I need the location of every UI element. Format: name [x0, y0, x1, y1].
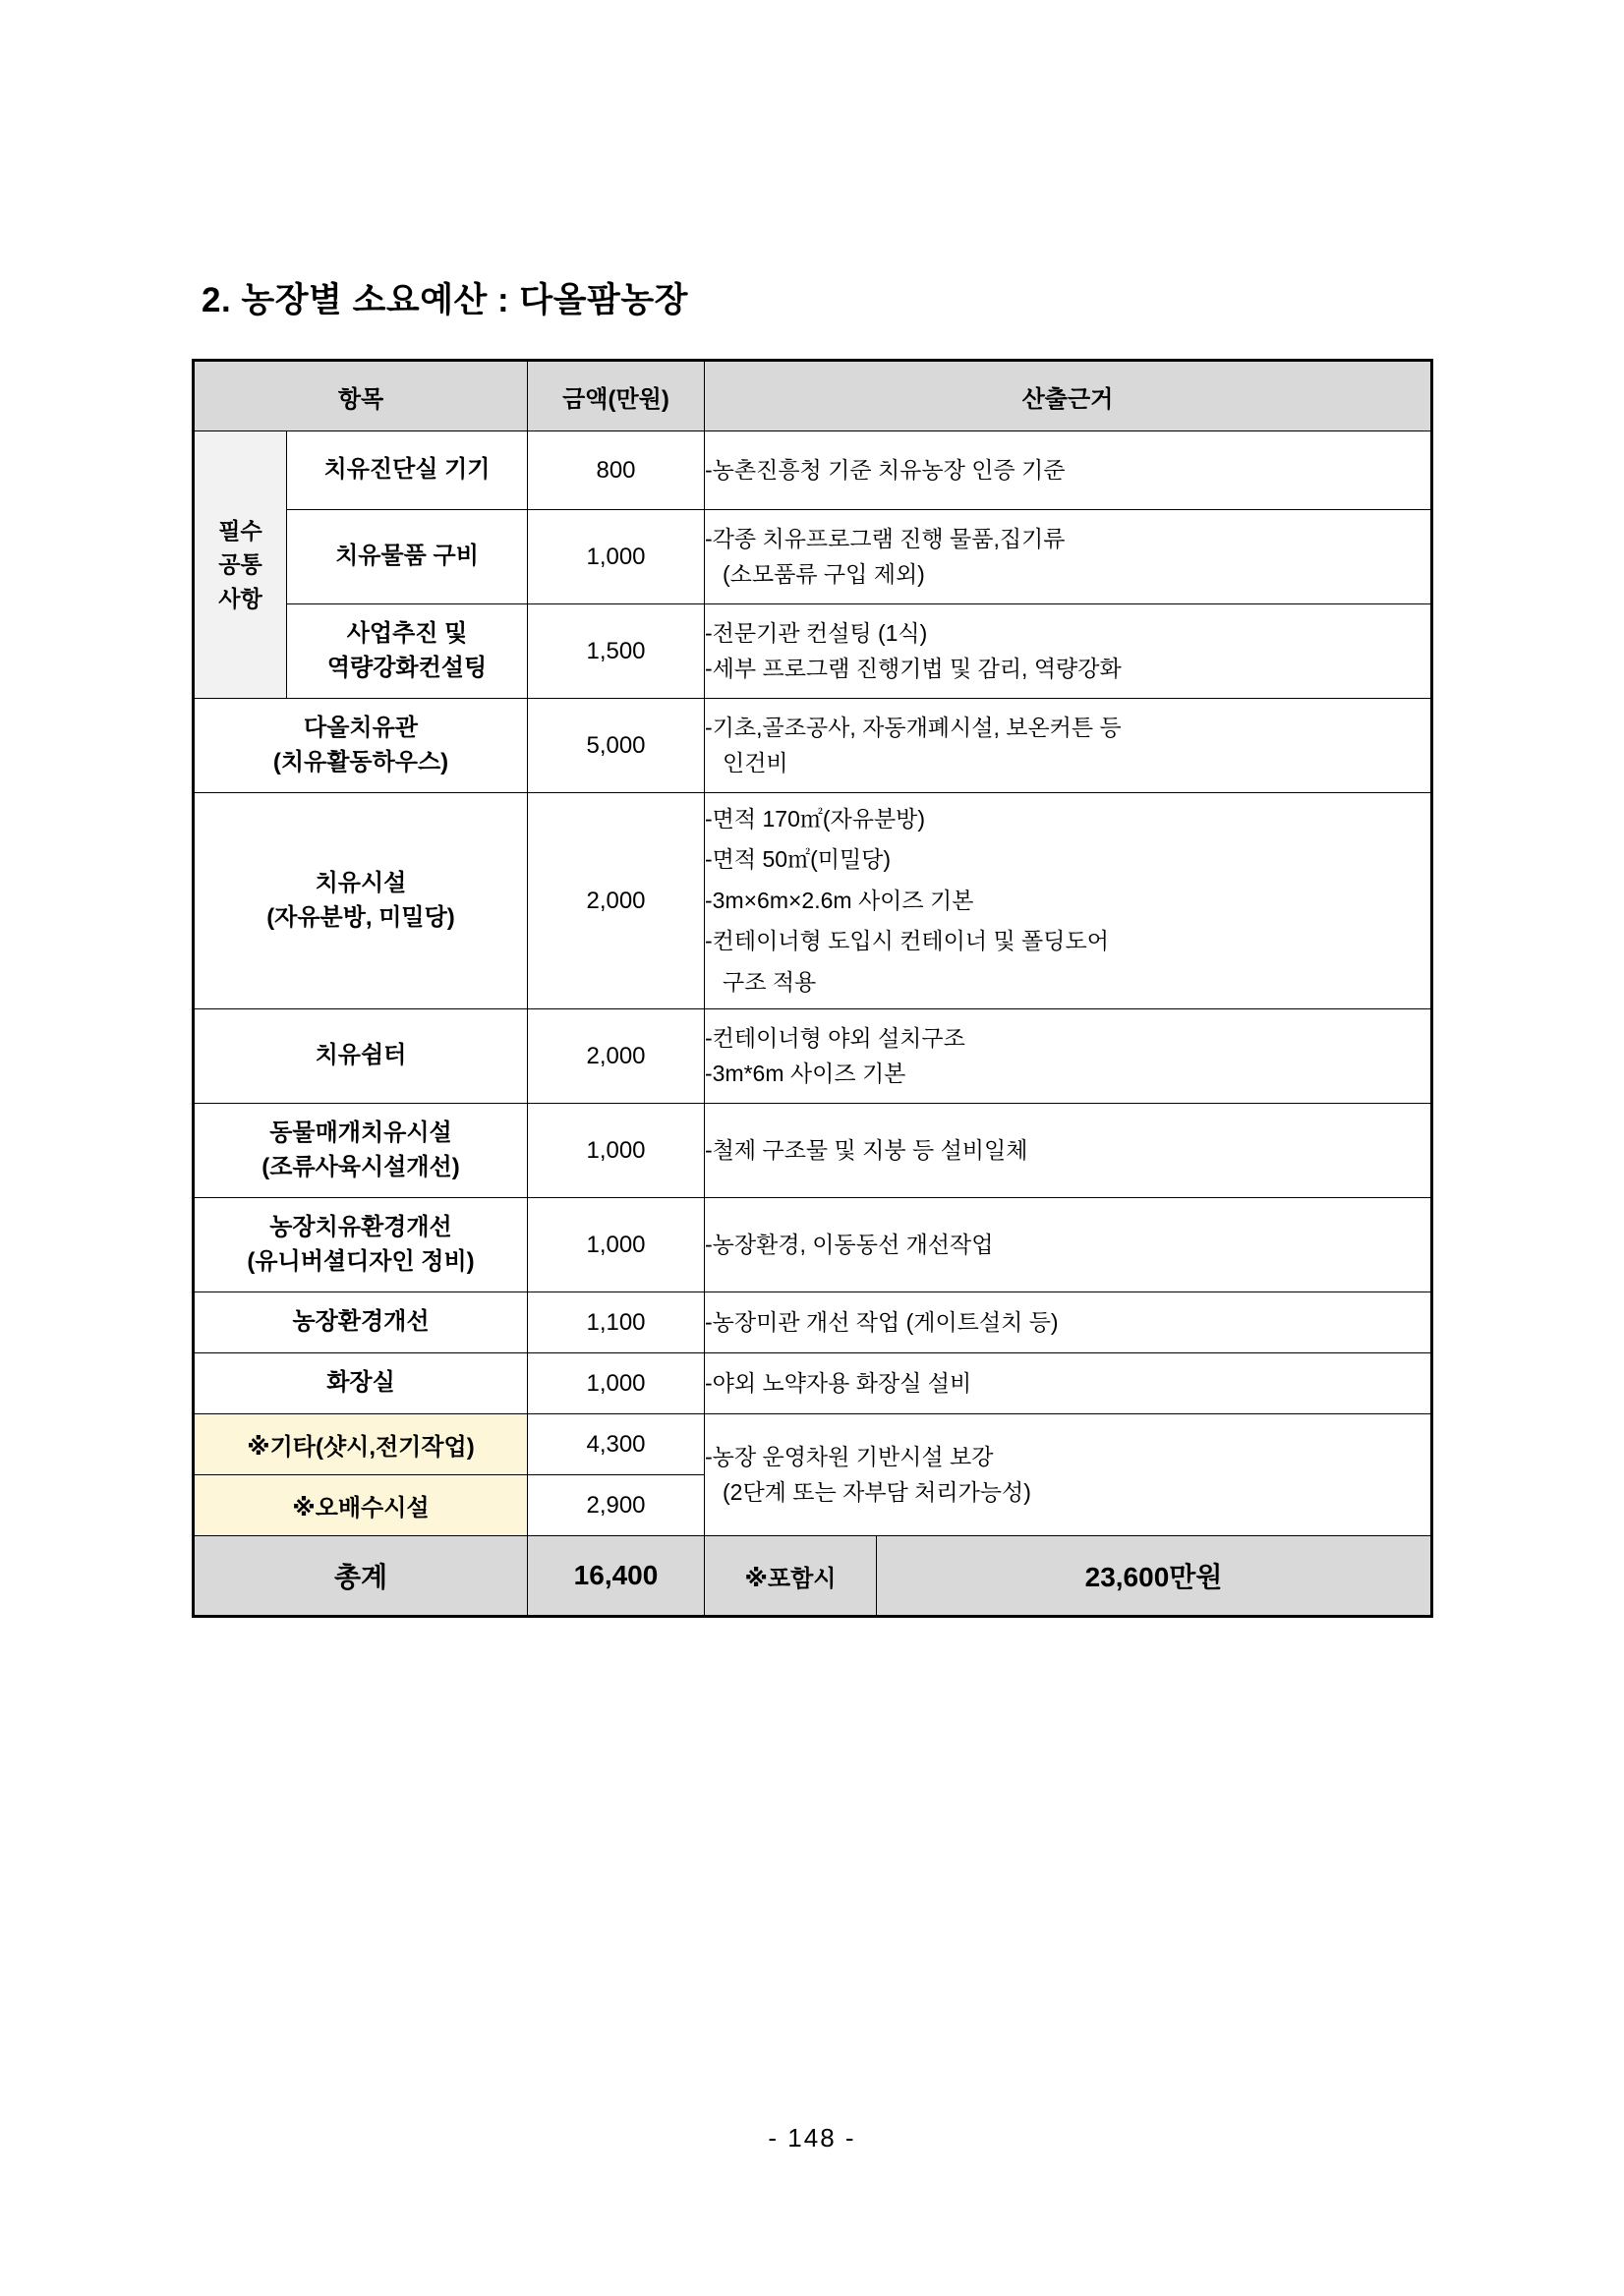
item-name: 치유물품 구비	[287, 510, 528, 604]
item-name-line: 치유시설	[315, 869, 407, 896]
item-basis	[705, 699, 1432, 793]
item-name: 화장실	[194, 1353, 528, 1414]
item-name	[287, 604, 528, 699]
item-basis	[705, 431, 1432, 510]
basis-line: -농촌진흥청 기준 치유농장 인증 기준	[705, 456, 1066, 483]
item-name-line: (치유활동하우스)	[272, 748, 449, 775]
item-basis	[705, 1353, 1432, 1414]
item-name	[194, 793, 528, 1009]
table-header-row	[194, 361, 1432, 431]
table-row-highlight	[194, 1414, 1432, 1475]
basis-line: 인건비	[723, 749, 788, 775]
item-name: 치유쉼터	[194, 1009, 528, 1104]
basis-line: -농장미관 개선 작업 (게이트설치 등)	[705, 1308, 1059, 1335]
basis-line: -전문기관 컨설팅 (1식)	[705, 619, 928, 646]
item-amount: 2,000	[528, 793, 705, 1009]
total-note-amount: 23,600만원	[877, 1536, 1432, 1617]
basis-line: (소모품류 구입 제외)	[723, 560, 925, 587]
item-basis	[705, 1414, 1432, 1536]
basis-line: -세부 프로그램 진행기법 및 감리, 역량강화	[705, 655, 1122, 681]
item-basis	[705, 510, 1432, 604]
total-amount: 16,400	[528, 1536, 705, 1617]
item-basis	[705, 793, 1432, 1009]
table-total-row	[194, 1536, 1432, 1617]
basis-line: -각종 치유프로그램 진행 물품,집기류	[705, 525, 1066, 551]
category-line-3: 사항	[218, 585, 262, 611]
basis-line: -컨테이너형 도입시 컨테이너 및 폴딩도어	[705, 928, 1109, 954]
item-amount: 1,000	[528, 510, 705, 604]
table-row	[194, 1353, 1432, 1414]
basis-line: -면적 50㎡(미밀당)	[705, 846, 892, 873]
item-name-line: (유니버셜디자인 정비)	[247, 1247, 475, 1275]
page-number: - 148 -	[768, 2123, 856, 2152]
item-amount: 800	[528, 431, 705, 510]
table-row	[194, 510, 1432, 604]
item-name-line: 사업추진 및	[346, 619, 468, 647]
table-row	[194, 604, 1432, 699]
basis-line: -농장 운영차원 기반시설 보강	[705, 1443, 994, 1469]
table-row	[194, 1198, 1432, 1292]
item-amount: 4,300	[528, 1414, 705, 1475]
item-basis	[705, 1104, 1432, 1198]
page-title: 2. 농장별 소요예산 : 다올팜농장	[202, 281, 688, 319]
category-required-common	[194, 431, 287, 699]
category-line-2: 공통	[218, 551, 262, 578]
item-amount: 1,500	[528, 604, 705, 699]
item-amount: 2,900	[528, 1475, 705, 1536]
table-row	[194, 431, 1432, 510]
header-amount: 금액(만원)	[528, 361, 705, 431]
basis-line: -3m×6m×2.6m 사이즈 기본	[705, 887, 974, 913]
item-name-line: (조류사육시설개선)	[261, 1153, 460, 1180]
item-name	[194, 1104, 528, 1198]
item-basis	[705, 1292, 1432, 1353]
total-label: 총계	[194, 1536, 528, 1617]
table-row	[194, 1292, 1432, 1353]
basis-line: -철제 구조물 및 지붕 등 설비일체	[705, 1136, 1028, 1163]
item-name-line: 농장치유환경개선	[269, 1213, 452, 1240]
item-amount: 2,000	[528, 1009, 705, 1104]
item-amount: 1,000	[528, 1198, 705, 1292]
basis-line: 구조 적용	[723, 968, 817, 995]
total-note-label: ※포함시	[705, 1536, 877, 1617]
item-name: ※오배수시설	[194, 1475, 528, 1536]
category-line-1: 필수	[218, 517, 262, 544]
basis-line: -3m*6m 사이즈 기본	[705, 1060, 906, 1086]
item-name-line: 역량강화컨설팅	[326, 654, 488, 681]
item-basis	[705, 1009, 1432, 1104]
basis-line: -농장환경, 이동동선 개선작업	[705, 1231, 994, 1257]
basis-line: -야외 노약자용 화장실 설비	[705, 1369, 972, 1396]
item-name: ※기타(샷시,전기작업)	[194, 1414, 528, 1475]
item-name	[194, 1198, 528, 1292]
table-row	[194, 1104, 1432, 1198]
item-name: 치유진단실 기기	[287, 431, 528, 510]
item-amount: 5,000	[528, 699, 705, 793]
item-name	[194, 699, 528, 793]
header-basis: 산출근거	[705, 361, 1432, 431]
table-row	[194, 1009, 1432, 1104]
item-name-line: 다올치유관	[304, 714, 418, 741]
item-amount: 1,100	[528, 1292, 705, 1353]
item-name: 농장환경개선	[194, 1292, 528, 1353]
budget-table	[192, 359, 1433, 1618]
header-item: 항목	[194, 361, 528, 431]
item-name-line: (자유분방, 미밀당)	[266, 903, 455, 931]
item-basis	[705, 1198, 1432, 1292]
item-basis	[705, 604, 1432, 699]
item-amount: 1,000	[528, 1104, 705, 1198]
basis-line: (2단계 또는 자부담 처리가능성)	[723, 1478, 1031, 1505]
basis-line: -컨테이너형 야외 설치구조	[705, 1024, 965, 1051]
item-name-line: 동물매개치유시설	[269, 1119, 452, 1146]
basis-line: -기초,골조공사, 자동개폐시설, 보온커튼 등	[705, 714, 1122, 740]
item-amount: 1,000	[528, 1353, 705, 1414]
basis-line: -면적 170㎡(자유분방)	[705, 806, 926, 832]
table-row	[194, 699, 1432, 793]
table-row	[194, 793, 1432, 1009]
